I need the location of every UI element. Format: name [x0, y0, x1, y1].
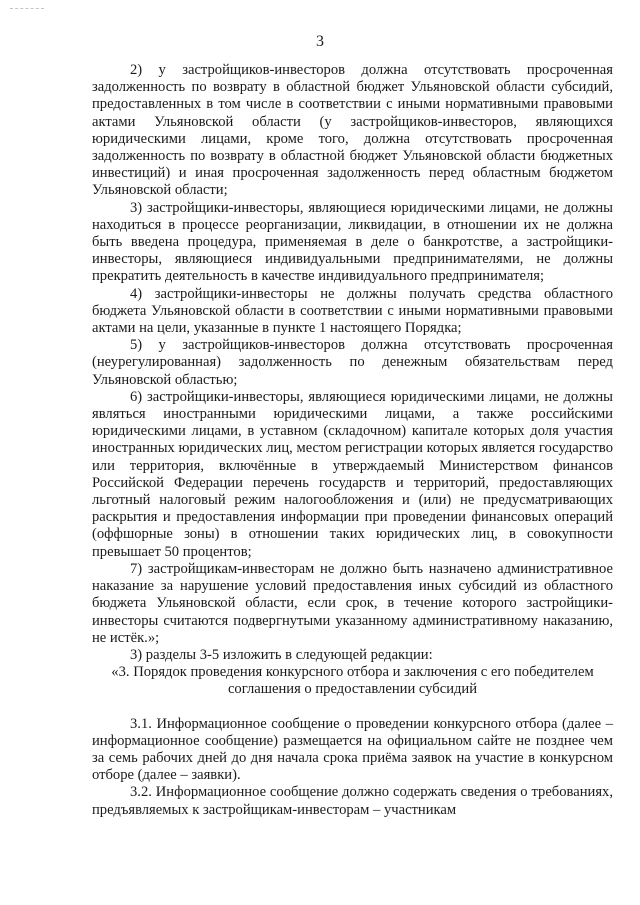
paragraph-item-5: 5) у застройщиков-инвесторов должна отсутствовать просроченная (неурегулированная) задолженность по денежным обязательствам перед Ульяновской областью; [92, 337, 613, 388]
scan-artifact [10, 8, 44, 9]
page-number: 3 [316, 33, 324, 50]
paragraph-3-1: 3.1. Информационное сообщение о проведении конкурсного отбора (далее – информационное сообщение) размещается на официальном сайте не позднее чем за семь рабочих дней до дня начала срока приёма заявок на участие в конкурсном отборе (далее – заявки). [92, 715, 613, 784]
paragraph-3-2: 3.2. Информационное сообщение должно содержать сведения о требованиях, предъявляемых к застройщикам-инвесторам – участникам [92, 784, 613, 818]
paragraph-item-6: 6) застройщики-инвесторы, являющиеся юридическими лицами, не должны являться иностранными юридическими лицами, а также российскими юридическими лицами, в уставном (складочном) капитале которых доля участия иностранных юридических лиц, местом регистрации которых является государство или территория, включённые в утверждаемый Министерством финансов Российской Федерации перечень государств и территорий, предоставляющих льготный налоговый режим налогообложения и (или) не предусматривающих раскрытия и предоставления информации при проведении финансовых операций (оффшорные зоны) в отношении таких юридических лиц, в совокупности превышает 50 процентов; [92, 388, 613, 560]
section-3-heading: «3. Порядок проведения конкурсного отбора и заключения с его победителем соглашения о предоставлении субсидий [111, 664, 594, 698]
paragraph-item-2: 2) у застройщиков-инвесторов должна отсутствовать просроченная задолженность по возврату в областной бюджет Ульяновской области субсидий, предоставленных в том числе в соответствии с иными нормативными правовыми актами Ульяновской области (у застройщиков-инвесторов, являющихся юридическими лицами, кроме того, должна отсутствовать просроченная задолженность по возврату в областной бюджет Ульяновской области бюджетных инвестиций) и иная просроченная задолженность перед областным бюджетом Ульяновской области; [92, 62, 613, 199]
paragraph-item-3: 3) застройщики-инвесторы, являющиеся юридическими лицами, не должны находиться в процессе реорганизации, ликвидации, в отношении их не должна быть введена процедура, применяемая в деле о банкротстве, а застройщики-инвесторы, являющиеся индивидуальными предпринимателями, не должны прекратить деятельность в качестве индивидуального предпринимателя; [92, 199, 613, 285]
paragraph-item-4: 4) застройщики-инвесторы не должны получать средства областного бюджета Ульяновской области в соответствии с иными нормативными правовыми актами на цели, указанные в пункте 1 настоящего Порядка; [92, 285, 613, 337]
document-body [92, 62, 613, 819]
paragraph-item-7: 7) застройщикам-инвесторам не должно быть назначено административное наказание за нарушение условий предоставления иных субсидий из областного бюджета Ульяновской области, если срок, в течение которого застройщики-инвесторы считаются подвергнутыми указанному административному наказанию, не истёк.»; [92, 560, 613, 646]
paragraph-amendment-3: 3) разделы 3-5 изложить в следующей редакции: [130, 646, 433, 663]
